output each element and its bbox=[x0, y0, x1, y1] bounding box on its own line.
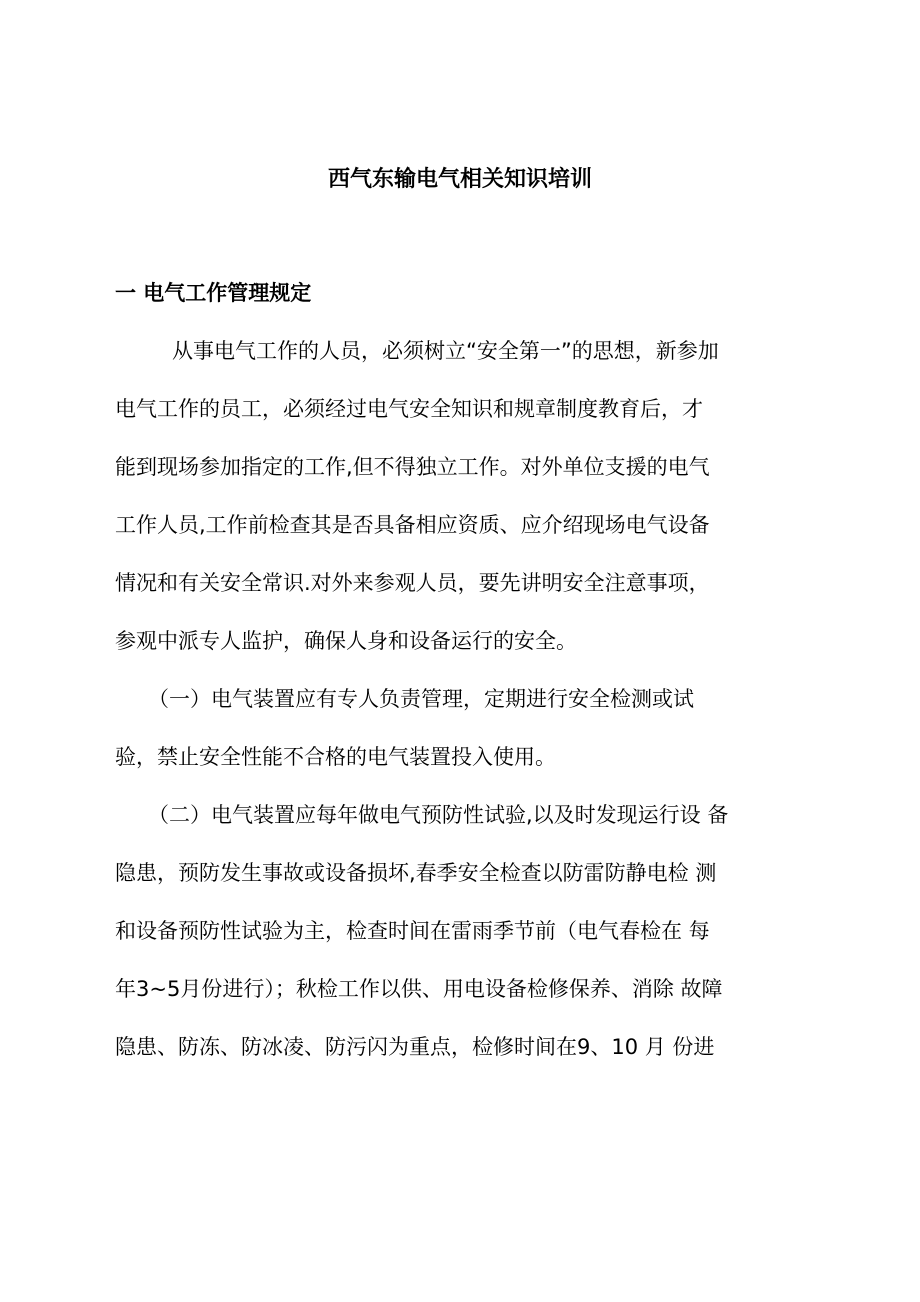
paragraph-line: 验，禁止安全性能不合格的电气装置投入使用。 bbox=[115, 745, 556, 769]
paragraph-line: 年3~5月份进行）；秋检工作以供、用电设备检修保养、消除 故障 bbox=[115, 977, 723, 1001]
paragraph-line: （二）电气装置应每年做电气预防性试验,以及时发现运行设 备 bbox=[148, 803, 729, 827]
paragraph-line: 从事电气工作的人员，必须树立“安全第一”的思想，新参加 bbox=[172, 339, 719, 363]
paragraph-line: 工作人员,工作前检查其是否具备相应资质、应介绍现场电气设备 bbox=[115, 513, 710, 537]
paragraph-line: 参观中派专人监护，确保人身和设备运行的安全。 bbox=[115, 629, 577, 653]
section-heading: 一 电气工作管理规定 bbox=[115, 281, 312, 305]
paragraph-line: 和设备预防性试验为主，检查时间在雷雨季节前（电气春检在 每 bbox=[115, 919, 710, 943]
paragraph-line: 情况和有关安全常识.对外来参观人员，要先讲明安全注意事项， bbox=[115, 571, 710, 595]
paragraph-line: 隐患，预防发生事故或设备损坏,春季安全检查以防雷防静电检 测 bbox=[115, 861, 717, 885]
paragraph-line: 电气工作的员工，必须经过电气安全知识和规章制度教育后，才 bbox=[115, 397, 703, 421]
document-title: 西气东输电气相关知识培训 bbox=[327, 167, 592, 192]
paragraph-line: 隐患、防冻、防冰凌、防污闪为重点，检修时间在9、10 月 份进 bbox=[115, 1035, 715, 1059]
paragraph-line: 能到现场参加指定的工作,但不得独立工作。对外单位支援的电气 bbox=[115, 455, 710, 479]
paragraph-line: （一）电气装置应有专人负责管理，定期进行安全检测或试 bbox=[148, 687, 694, 711]
